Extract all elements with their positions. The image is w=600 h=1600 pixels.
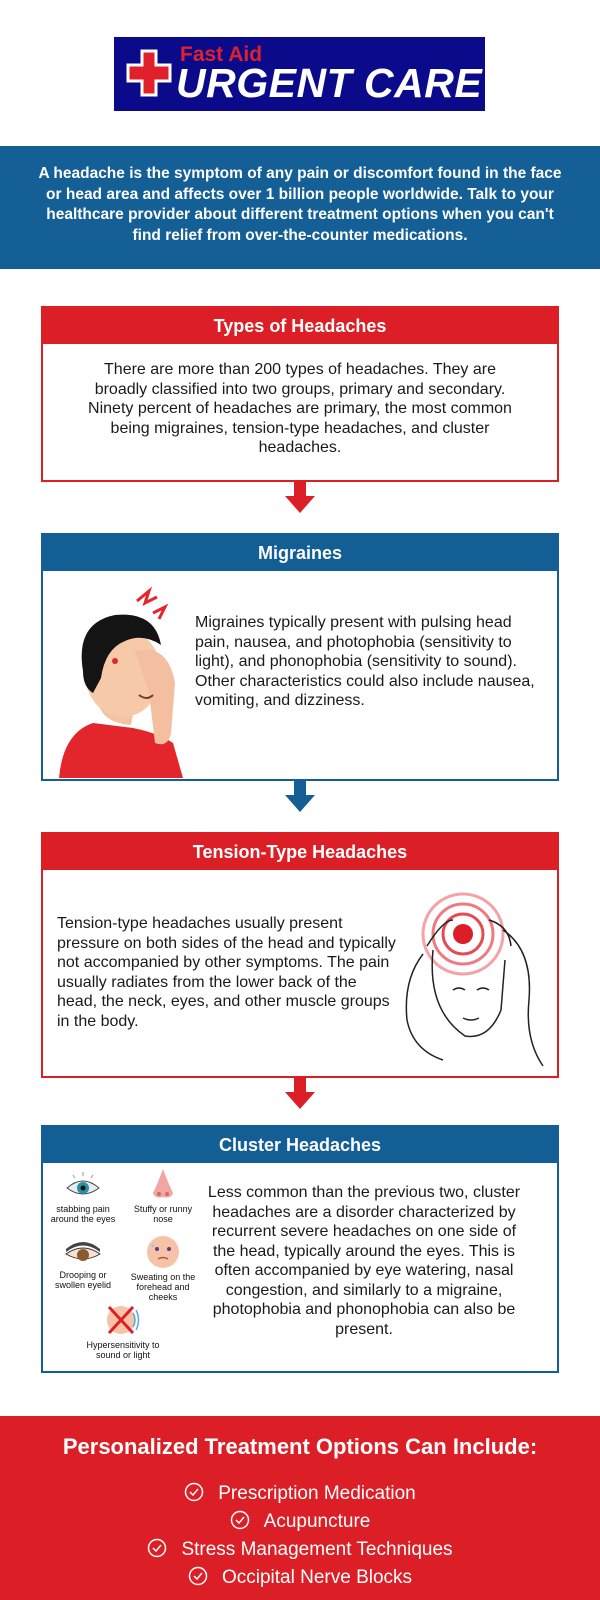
medical-cross-icon [126,49,172,97]
migraines-title: Migraines [43,535,557,571]
cluster-card [41,1125,559,1373]
check-circle-icon [147,1538,167,1558]
logo-line-2: URGENT CARE [176,60,483,106]
eye-icon [65,1171,101,1201]
migraines-card [41,533,559,781]
types-card [41,306,559,482]
treatment-options-banner [0,1416,600,1600]
types-text: There are more than 200 types of headaches. They are broadly classified into two groups, primary and secondary. Ninety percent of headaches are primary, the most common being migraines, tension-type headaches, and cluster headaches. [88,361,512,456]
check-circle-icon [188,1566,208,1586]
migraine-person-illustration [53,583,193,778]
check-circle-icon [184,1482,204,1502]
arrow-down-icon [284,482,316,514]
treatment-option: Occipital Nerve Blocks [0,1566,600,1589]
sweating-face-icon [146,1235,180,1269]
logo-line-1: Fast Aid [180,43,263,66]
no-sound-light-icon [103,1303,143,1337]
logo [114,37,485,111]
arrow-down-icon [284,1078,316,1110]
nose-icon [147,1167,179,1201]
symptom-nose: Stuffy or runny nose [125,1167,201,1224]
cluster-text: Less common than the previous two, cluster headaches are a disorder characterized by recurrent severe headaches on one side of the head, typically around the eyes. This is often accompanied by eye watering, nasal congestion, and similarly to a migraine, photophobia and phonophobia can also be present. [207,1184,521,1338]
drooping-eye-icon [63,1237,103,1267]
cluster-title: Cluster Headaches [43,1127,557,1163]
tension-headache-illustration [393,890,553,1074]
tension-card [41,832,559,1078]
treatment-option: Acupuncture [0,1510,600,1533]
check-circle-icon [230,1510,250,1530]
intro-banner: A headache is the symptom of any pain or discomfort found in the face or head area and affects over 1 billion people worldwide. Talk to your healthcare provider about different treatment options when you can't find relief from over-the-counter medications. [0,146,600,269]
symptom-drooping-eyelid: Drooping or swollen eyelid [45,1237,121,1290]
tension-title: Tension-Type Headaches [43,834,557,870]
symptom-sweating: Sweating on the forehead and cheeks [125,1235,201,1302]
symptom-hypersensitivity: Hypersensitivity to sound or light [75,1303,171,1360]
migraines-text: Migraines typically present with pulsing head pain, nausea, and photophobia (sensitivity to light), and phonophobia (sensitivity to sound). Other characteristics could also include nausea, vomiting, and dizziness. [195,614,535,709]
arrow-down-icon [284,781,316,813]
symptom-stabbing-eye: stabbing pain around the eyes [45,1171,121,1224]
tension-text: Tension-type headaches usually present pressure on both sides of the head and typically not accompanied by other symptoms. The pain usually radiates from the lower back of the head, the neck, eyes, and other muscle groups in the body. [57,915,396,1030]
footer-title: Personalized Treatment Options Can Include: [62,1434,538,1459]
treatment-option: Stress Management Techniques [0,1538,600,1561]
treatment-option: Prescription Medication [0,1482,600,1505]
types-title: Types of Headaches [43,308,557,344]
